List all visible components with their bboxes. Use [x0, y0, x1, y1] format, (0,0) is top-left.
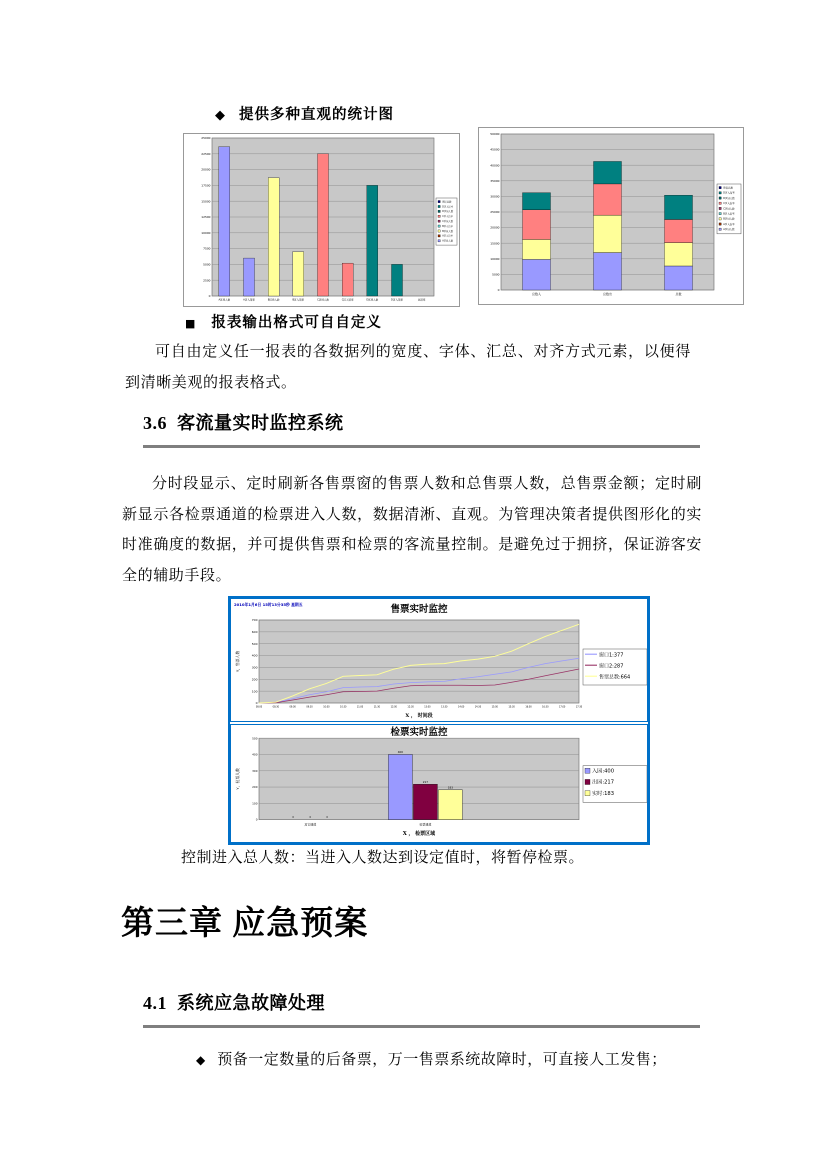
svg-text:0: 0	[497, 288, 500, 293]
svg-text:15:00: 15:00	[491, 705, 498, 709]
svg-text:100: 100	[251, 689, 258, 694]
svg-text:B区域人数: B区域人数	[723, 217, 735, 221]
svg-text:0: 0	[208, 294, 211, 299]
svg-text:13:00: 13:00	[424, 705, 431, 709]
svg-text:35000: 35000	[490, 178, 500, 183]
chapter-3-heading: 第三章 应急预案	[121, 906, 369, 942]
svg-text:45000: 45000	[490, 147, 500, 152]
svg-text:08:30: 08:30	[272, 705, 279, 709]
svg-text:X ， 检票区域: X ， 检票区域	[402, 830, 436, 837]
svg-text:14:30: 14:30	[474, 705, 482, 709]
svg-text:0: 0	[255, 817, 258, 822]
svg-text:11:30: 11:30	[373, 705, 381, 709]
svg-text:C区域人数: C区域人数	[442, 219, 453, 223]
svg-text:A区入馆率: A区入馆率	[243, 298, 255, 302]
section-3-6-heading: 3.6 客流量实时监控系统	[143, 413, 344, 433]
svg-text:30000: 30000	[490, 194, 500, 199]
svg-text:D区入馆率: D区入馆率	[442, 205, 454, 209]
svg-text:14:00: 14:00	[457, 705, 465, 709]
report-format-heading-line	[185, 311, 382, 332]
svg-text:09:00: 09:00	[289, 705, 296, 709]
svg-text:0: 0	[292, 816, 294, 820]
svg-text:183: 183	[447, 785, 454, 790]
svg-text:5000: 5000	[492, 272, 500, 277]
svg-text:场馆总数: 场馆总数	[442, 200, 452, 204]
svg-text:7500: 7500	[203, 246, 211, 251]
diamond-bullet-icon: ◆	[196, 1053, 206, 1067]
ticket-check-bar-chart	[230, 724, 648, 843]
svg-text:16:00: 16:00	[525, 705, 532, 709]
svg-text:50000: 50000	[490, 132, 500, 137]
svg-text:10:30: 10:30	[340, 705, 347, 709]
svg-text:B区域人数: B区域人数	[442, 229, 453, 233]
svg-text:15000: 15000	[201, 199, 211, 204]
svg-text:15000: 15000	[490, 241, 500, 246]
svg-text:B区入馆率: B区入馆率	[723, 212, 735, 216]
svg-text:0: 0	[309, 816, 311, 820]
svg-text:总馆率: 总馆率	[417, 298, 426, 302]
svg-text:其它通道: 其它通道	[304, 822, 317, 827]
svg-text:总数: 总数	[675, 292, 682, 296]
svg-text:25000: 25000	[201, 136, 211, 141]
svg-text:X ， 时间段: X ， 时间段	[405, 713, 433, 719]
svg-text:B区域人数: B区域人数	[267, 298, 280, 302]
monitoring-paragraph: 分时段显示、定时刷新各售票窗的售票人数和总售票人数，总售票金额；定时刷新显示各检票通道的检票进入人数，数据清淅、直观。为管理决策者提供图形化的实时准确度的数据，并可提供售票和检票的客流量控制。是避免过于拥挤，保证游客安全的辅助手段。	[122, 476, 702, 584]
svg-text:出园:217: 出园:217	[592, 779, 615, 786]
svg-text:检票实时监控: 检票实时监控	[390, 727, 448, 739]
svg-text:实时:183: 实时:183	[592, 790, 615, 797]
svg-text:总数入: 总数入	[531, 292, 542, 296]
svg-text:12500: 12500	[201, 215, 211, 220]
svg-text:C区域人数: C区域人数	[723, 207, 735, 211]
svg-text:5000: 5000	[203, 262, 211, 267]
svg-text:C区入馆率: C区入馆率	[723, 202, 735, 206]
report-format-paragraph: 可自由定义任一报表的各数据列的宽度、字体、汇总、对齐方式元素，以便得到清晰美观的报表格式。	[125, 344, 691, 391]
svg-text:22500: 22500	[201, 151, 211, 156]
section-4-1-heading: 4.1 系统应急故障处理	[143, 993, 325, 1013]
area-visitors-stacked-bar-chart	[478, 127, 744, 305]
svg-text:B区入馆率: B区入馆率	[292, 298, 305, 302]
svg-text:10:00: 10:00	[323, 705, 330, 709]
svg-text:场馆总数: 场馆总数	[723, 186, 733, 190]
svg-text:A区域人数: A区域人数	[442, 239, 453, 243]
svg-text:15:30: 15:30	[508, 705, 515, 709]
svg-text:Y，检票人数: Y，检票人数	[235, 768, 240, 790]
svg-text:17:00: 17:00	[559, 705, 566, 709]
svg-text:Y，售票人数: Y，售票人数	[235, 650, 240, 673]
svg-text:08:00: 08:00	[255, 705, 263, 709]
svg-text:100: 100	[252, 801, 258, 806]
svg-text:0: 0	[326, 816, 328, 820]
backup-ticket-bullet-line	[196, 1048, 667, 1069]
svg-text:C区入馆率: C区入馆率	[341, 298, 354, 302]
statistics-bullet-line	[215, 103, 394, 124]
svg-text:窗口1:377: 窗口1:377	[599, 652, 624, 659]
svg-text:A区域人数: A区域人数	[723, 228, 735, 232]
svg-text:2500: 2500	[203, 278, 211, 283]
svg-text:200: 200	[251, 677, 258, 682]
report-format-heading: 报表输出格式可自自定义	[211, 315, 382, 331]
ticket-sales-line-chart	[230, 598, 648, 722]
svg-text:D区域人数: D区域人数	[723, 196, 735, 200]
svg-text:总数出: 总数出	[602, 292, 613, 296]
svg-text:D区域人数: D区域人数	[442, 210, 454, 214]
svg-text:200: 200	[252, 785, 258, 790]
svg-text:窗口2:287: 窗口2:287	[599, 663, 624, 670]
svg-text:600: 600	[251, 629, 258, 634]
svg-text:检票通道: 检票通道	[419, 822, 432, 827]
svg-text:300: 300	[252, 768, 258, 773]
svg-text:25000: 25000	[490, 210, 500, 215]
svg-text:B区入馆率: B区入馆率	[442, 224, 453, 228]
svg-text:20000: 20000	[201, 167, 211, 172]
section-4-1-underline	[143, 1025, 700, 1028]
svg-text:12:30: 12:30	[407, 705, 414, 709]
svg-text:A区域人数: A区域人数	[218, 298, 231, 302]
svg-text:17:30: 17:30	[575, 705, 583, 709]
svg-text:16:30: 16:30	[542, 705, 549, 709]
svg-text:17500: 17500	[201, 183, 211, 188]
realtime-monitor-figure	[228, 596, 650, 845]
square-bullet-icon: ■	[185, 317, 196, 330]
svg-text:C区域人数: C区域人数	[317, 298, 329, 302]
svg-text:700: 700	[251, 618, 258, 623]
svg-text:217: 217	[422, 779, 429, 784]
svg-text:D区入馆率: D区入馆率	[723, 191, 735, 195]
svg-text:A区入馆率: A区入馆率	[723, 222, 735, 226]
svg-text:10000: 10000	[490, 256, 500, 261]
backup-ticket-bullet-text: 预备一定数量的后备票，万一售票系统故障时，可直接人工发售；	[217, 1052, 667, 1068]
svg-text:售票总数:664: 售票总数:664	[599, 674, 631, 681]
section-3-6-underline	[143, 445, 700, 448]
svg-text:售票实时监控: 售票实时监控	[390, 604, 448, 615]
svg-text:11:00: 11:00	[356, 705, 364, 709]
svg-text:2010年1月6日 15时13分35秒 星期五: 2010年1月6日 15时13分35秒 星期五	[234, 602, 303, 607]
svg-text:500: 500	[252, 736, 258, 741]
svg-text:入园:400: 入园:400	[592, 768, 615, 775]
svg-text:400: 400	[397, 749, 404, 754]
svg-text:20000: 20000	[490, 225, 500, 230]
svg-text:13:30: 13:30	[441, 705, 448, 709]
svg-text:500: 500	[251, 641, 258, 646]
svg-text:C区入馆率: C区入馆率	[442, 215, 453, 219]
control-note: 控制进入总人数：当进入人数达到设定值时，将暂停检票。	[181, 850, 585, 866]
svg-text:400: 400	[252, 752, 258, 757]
svg-text:0: 0	[255, 701, 258, 706]
svg-text:12:00: 12:00	[390, 705, 397, 709]
svg-text:400: 400	[251, 653, 258, 658]
area-visitors-bar-chart	[183, 133, 460, 307]
diamond-bullet-icon: ◆	[215, 108, 225, 123]
svg-text:D区域人数: D区域人数	[366, 298, 379, 302]
svg-text:A区入馆率: A区入馆率	[442, 234, 453, 238]
svg-text:D区入馆率: D区入馆率	[391, 298, 403, 302]
statistics-bullet-text: 提供多种直观的统计图	[239, 107, 394, 123]
svg-text:10000: 10000	[201, 230, 211, 235]
svg-text:09:30: 09:30	[306, 705, 313, 709]
svg-text:300: 300	[251, 665, 258, 670]
svg-text:40000: 40000	[490, 163, 500, 168]
